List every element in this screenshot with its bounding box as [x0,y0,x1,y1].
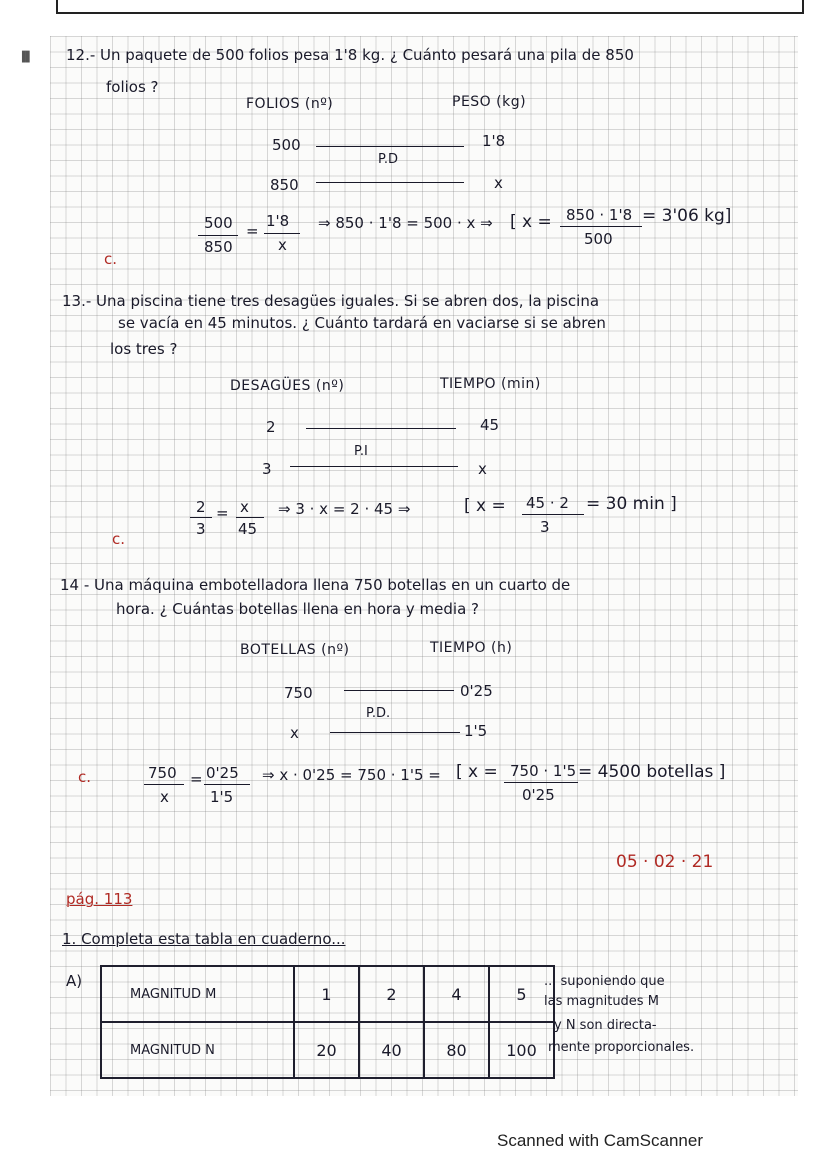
table-row-m [101,966,554,1022]
page-reference: pág. 113 [66,890,133,908]
p12-step: ⇒ 850 · 1'8 = 500 · x ⇒ [318,214,493,232]
p12-frac2-den: x [278,236,287,254]
p14-frac1-bar [144,784,184,785]
p13-frac1-den: 3 [196,520,206,538]
p13-row1-b: 45 [480,416,500,434]
table-cell: 5 [489,966,554,1022]
p14-frac2-num: 0'25 [206,764,239,782]
p14-pd-label: P.D. [366,706,391,721]
p14-row1-a: 750 [284,684,313,702]
p12-row1-line [316,146,464,147]
table-cell: 20 [294,1022,359,1078]
p14-row2-a: x [290,724,299,742]
note-line2: las magnitudes M [544,994,659,1009]
p14-row2-line [330,732,460,733]
p13-result-num: 45 · 2 [526,494,569,512]
p13-frac2-bar [236,517,264,518]
p13-row2-a: 3 [262,460,272,478]
p14-result-num: 750 · 1'5 [510,762,577,780]
p12-result-den: 500 [584,230,613,248]
table-cell: 2 [359,966,424,1022]
row-label-n: MAGNITUD N [101,1022,294,1078]
camscanner-footer: Scanned with CamScanner [497,1131,704,1150]
p14-row1-line [344,690,454,691]
part-a-label: A) [66,972,83,990]
p14-frac2-den: 1'5 [210,788,234,806]
p14-frac2-bar [204,784,250,785]
p14-col-tiempo: TIEMPO (h) [430,640,513,656]
p12-statement-line2: folios ? [106,78,159,96]
p13-check-mark: c. [112,530,126,548]
p14-result-value: = 4500 botellas ] [578,762,726,782]
row-label-m: MAGNITUD M [101,966,294,1022]
note-line4: mente proporcionales. [548,1040,695,1055]
table-cell: 100 [489,1022,554,1078]
table-cell: 40 [359,1022,424,1078]
p12-frac1-bar [198,235,238,236]
p12-frac1-den: 850 [204,238,233,256]
p12-col-folios: FOLIOS (nº) [246,96,334,112]
p12-result-value: = 3'06 kg] [642,206,732,226]
p12-row2-b: x [494,174,503,192]
p14-frac1-num: 750 [148,764,177,782]
p13-row1-a: 2 [266,418,276,436]
p12-pd-label: P.D [378,152,398,167]
top-border-left [56,0,58,14]
p12-result-bar [560,226,642,227]
exercise-1-title: 1. Completa esta tabla en cuaderno... [62,930,346,948]
binding-hole-mark: ▐▌ [18,52,34,63]
p13-statement-line1: 13.- Una piscina tiene tres desagües iguales. Si se abren dos, la piscina [62,292,600,310]
p14-frac-eq: = [190,770,203,788]
p13-row1-line [306,428,456,429]
p13-statement-line2: se vacía en 45 minutos. ¿ Cuánto tardará en vaciarse si se abren [118,314,606,332]
p14-check-mark: c. [78,768,92,786]
p14-col-botellas: BOTELLAS (nº) [240,642,350,658]
p14-row2-b: 1'5 [464,722,488,740]
p12-result-x: [ x = [510,212,552,232]
p13-frac2-num: x [240,498,249,516]
p13-result-value: = 30 min ] [586,494,677,514]
p14-result-bar [504,782,578,783]
p13-frac1-bar [190,517,212,518]
p12-statement-line1: 12.- Un paquete de 500 folios pesa 1'8 kg. ¿ Cuánto pesará una pila de 850 [66,46,634,64]
p12-frac-eq: = [246,222,259,240]
p13-frac2-den: 45 [238,520,258,538]
table-cell: 1 [294,966,359,1022]
p13-result-bar [522,514,584,515]
p12-frac2-num: 1'8 [266,212,290,230]
p13-statement-line3: los tres ? [110,340,178,358]
p12-check-mark: c. [104,250,118,268]
table-cell: 4 [424,966,489,1022]
p13-row2-line [290,466,458,467]
p13-result-x: [ x = [464,496,506,516]
p12-row2-line [316,182,464,183]
table-row-n [101,1022,554,1078]
p13-col-tiempo: TIEMPO (min) [440,376,541,392]
p12-col-peso: PESO (kg) [452,94,527,110]
p14-frac1-den: x [160,788,169,806]
p13-frac1-num: 2 [196,498,206,516]
note-line3: y N son directa- [554,1018,657,1033]
p12-row1-a: 500 [272,136,301,154]
p13-frac-eq: = [216,504,229,522]
p12-row2-a: 850 [270,176,299,194]
p13-result-den: 3 [540,518,550,536]
magnitudes-table [100,965,555,1079]
p12-frac1-num: 500 [204,214,233,232]
table-cell: 80 [424,1022,489,1078]
p14-statement-line2: hora. ¿ Cuántas botellas llena en hora y media ? [116,600,480,618]
p13-pi-label: P.I [354,444,368,459]
date-label: 05 · 02 · 21 [616,852,714,872]
top-border-right [802,0,804,14]
p14-step: ⇒ x · 0'25 = 750 · 1'5 = [262,766,441,784]
p14-result-den: 0'25 [522,786,555,804]
p12-frac2-bar [264,233,300,234]
p13-step: ⇒ 3 · x = 2 · 45 ⇒ [278,500,411,518]
p13-row2-b: x [478,460,487,478]
p14-row1-b: 0'25 [460,682,493,700]
p13-col-desagues: DESAGÜES (nº) [230,378,345,394]
p12-row1-b: 1'8 [482,132,506,150]
top-border-line [56,12,804,14]
p14-statement-line1: 14 - Una máquina embotelladora llena 750 botellas en un cuarto de [60,576,571,594]
note-line1: ... suponiendo que [544,974,665,989]
p12-result-num: 850 · 1'8 [566,206,633,224]
p14-result-x: [ x = [456,762,498,782]
